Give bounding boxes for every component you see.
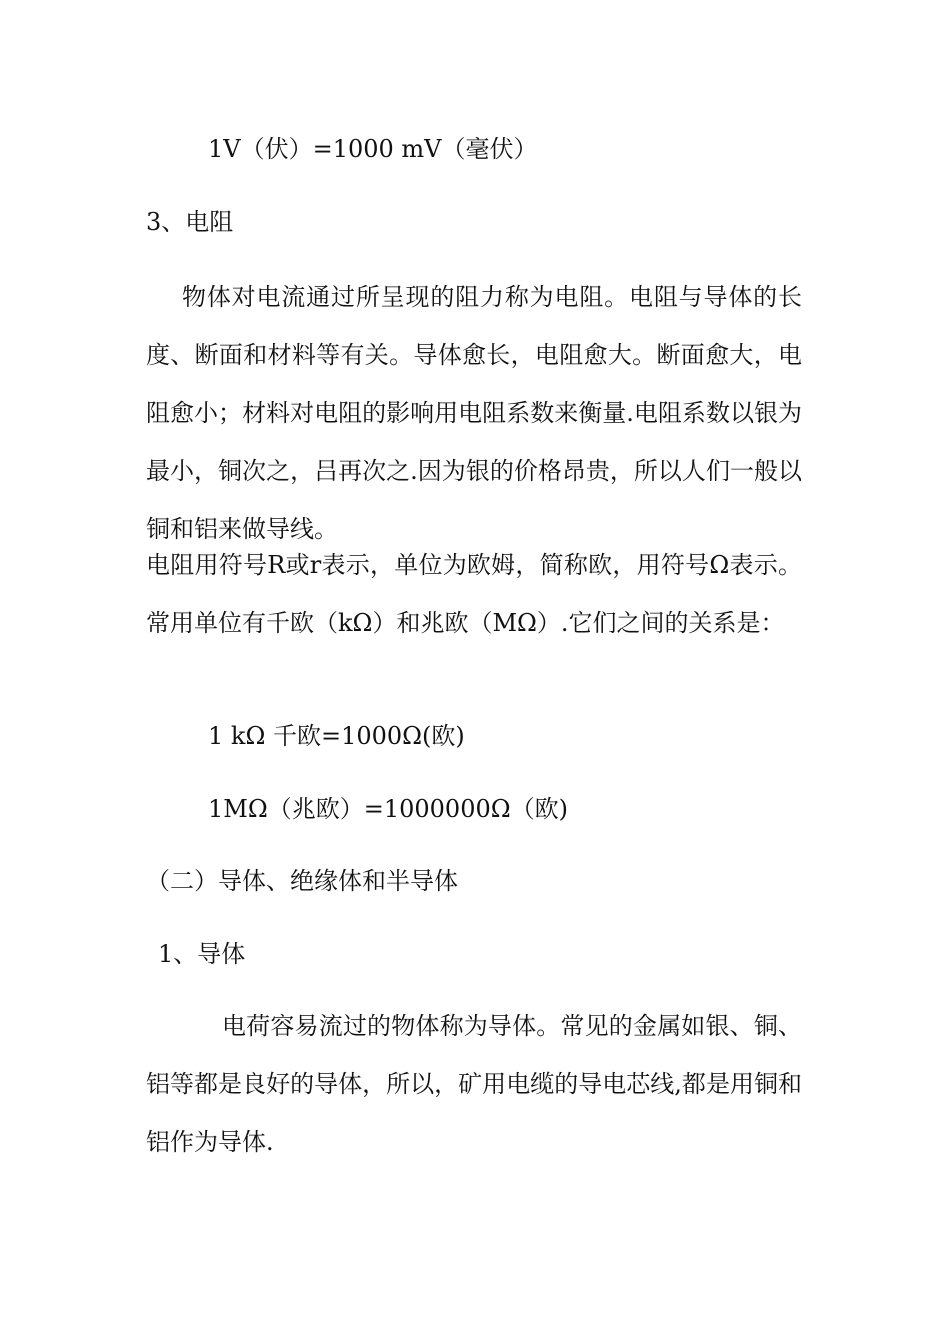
part-heading-conductors-insulators-semiconductors: （二）导体、绝缘体和半导体 (146, 867, 458, 895)
mega-ohm-relation-formula: 1MΩ（兆欧）=1000000Ω（欧) (208, 795, 568, 823)
resistance-paragraph: 物体对电流通过所呈现的阻力称为电阻。电阻与导体的长度、断面和材料等有关。导体愈长，电阻愈大。断面愈大，电阻愈小；材料对电阻的影响用电阻系数来衡量.电阻系数以银为最小，铜次之，吕再次之.因为银的价格昂贵，所以人们一般以铜和铝来做导线。 (146, 283, 802, 543)
section-heading-resistance: 3、电阻 (146, 208, 234, 236)
voltage-relation-formula: 1V（伏）=1000 mV（毫伏） (208, 135, 538, 163)
kilo-ohm-relation-formula: 1 kΩ 千欧=1000Ω(欧) (208, 722, 465, 750)
subsection-heading-conductor: 1、导体 (158, 940, 246, 968)
resistance-unit-paragraph: 电阻用符号R或r表示，单位为欧姆，简称欧，用符号Ω表示。常用单位有千欧（kΩ）和兆欧（MΩ）.它们之间的关系是： (146, 551, 802, 637)
conductor-paragraph: 电荷容易流过的物体称为导体。常见的金属如银、铜、铝等都是良好的导体，所以，矿用电缆的导电芯线,都是用铜和铝作为导体. (146, 1012, 802, 1156)
